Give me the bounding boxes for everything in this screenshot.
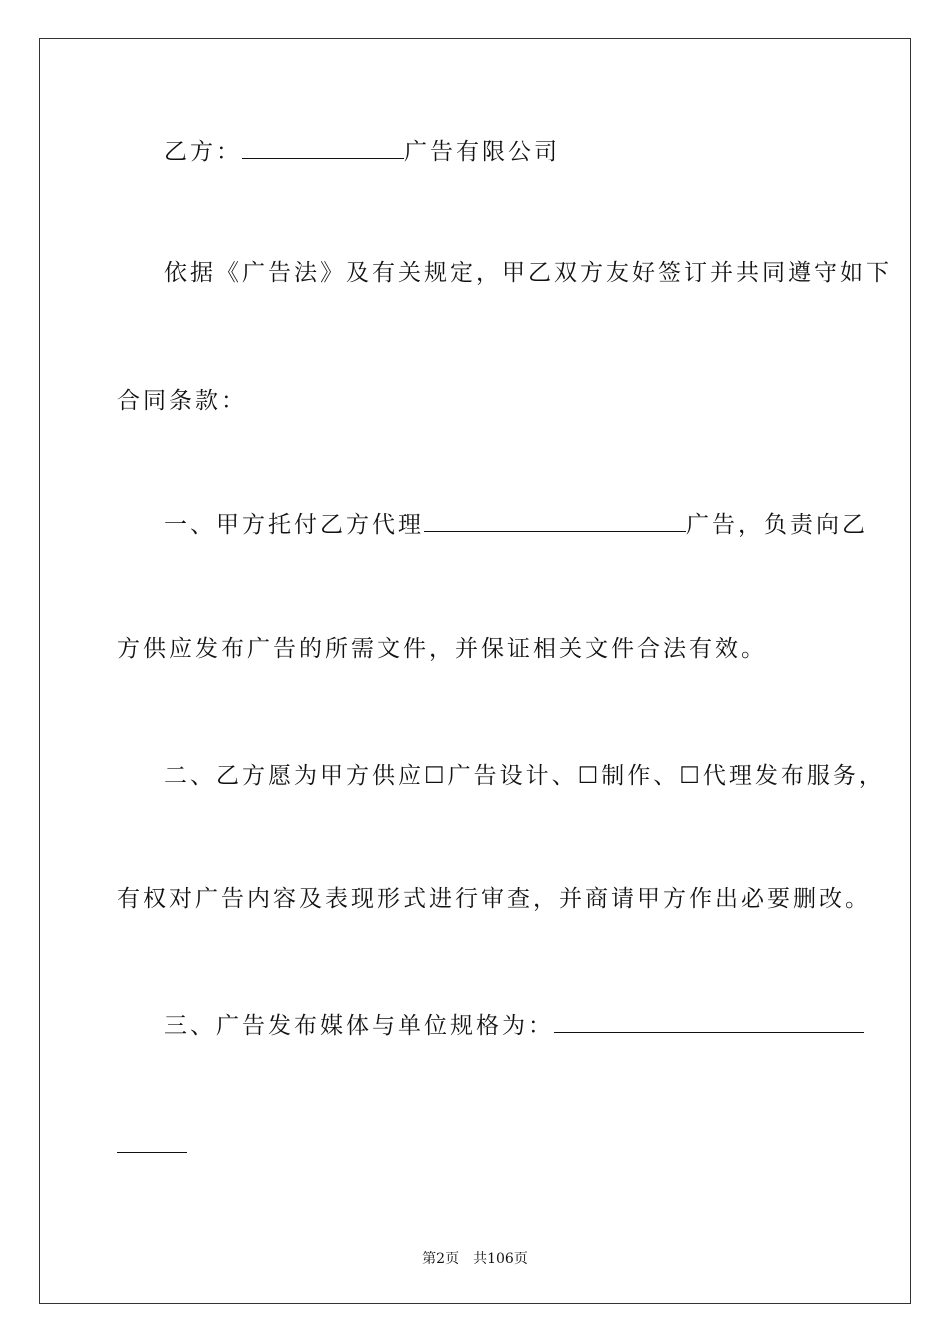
intro-line-2: 合同条款： [117,388,247,414]
clause-3-prefix: 三、广告发布媒体与单位规格为： [164,1013,554,1039]
clause-1-suffix: 广告，负责向乙 [686,512,868,538]
intro-line-1: 依据《广告法》及有关规定，甲乙双方友好签订并共同遵守如下 [164,260,892,286]
clause-2-line-2: 有权对广告内容及表现形式进行审查，并商请甲方作出必要删改。 [117,886,871,912]
clause-3-media-blank [554,1010,864,1033]
party-b-line [164,136,560,167]
clause-3-line-2 [117,1130,187,1161]
party-b-suffix: 广告有限公司 [404,139,560,165]
clause-1-prefix: 一、甲方托付乙方代理 [164,512,424,538]
clause-1-ad-blank [424,509,686,532]
clause-1-line-1 [164,509,868,540]
clause-2-line-1: 二、乙方愿为甲方供应☐广告设计、☐制作、☐代理发布服务， [164,763,885,789]
page-frame [39,38,911,1304]
page-footer [0,1248,950,1268]
page-current: 第2页 [422,1251,460,1267]
clause-1-line-2: 方供应发布广告的所需文件，并保证相关文件合法有效。 [117,636,767,662]
party-b-label: 乙方： [164,139,242,165]
page-total: 共106页 [473,1251,528,1267]
clause-3-line-1 [164,1010,864,1041]
clause-3-media-blank-continued [117,1130,187,1153]
party-b-name-blank [242,136,404,159]
